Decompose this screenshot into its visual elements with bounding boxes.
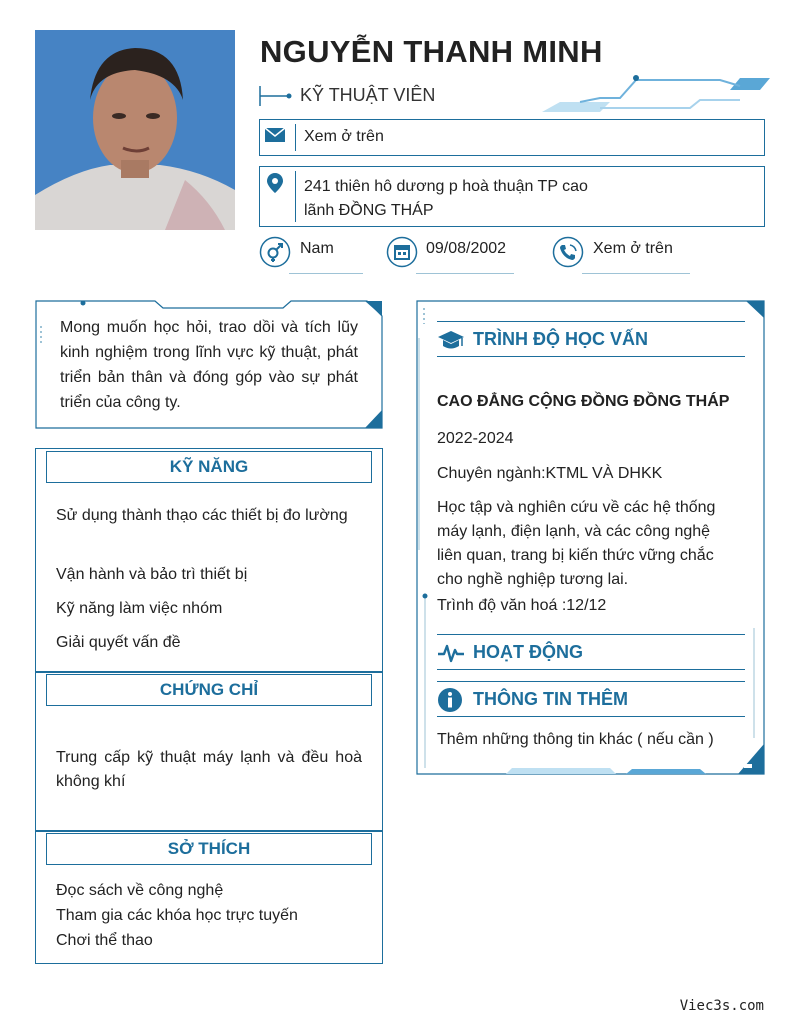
skill-item: Vận hành và bảo trì thiết bị	[56, 566, 248, 583]
career-objective: Mong muốn học hỏi, trao dồi và tích lũy kinh nghiệm trong lĩnh vực kỹ thuật, phát triển bản thân và đóng góp vào sự phát triển của công ty.	[60, 319, 358, 411]
education-description: Học tập và nghiên cứu về các hệ thống máy lạnh, điện lạnh, và các công nghệ liên quan, trang bị kiến thức vững chắc cho nghề nghiệp tương lai.	[437, 499, 716, 588]
phone-underline	[582, 273, 690, 274]
gender-icon	[259, 236, 291, 268]
hobby-item: Đọc sách về công nghệ	[56, 882, 224, 899]
skill-item: Sử dụng thành thạo các thiết bị đo lường	[56, 507, 348, 524]
gender-underline	[289, 273, 363, 274]
hobbies-heading: SỞ THÍCH	[46, 833, 372, 865]
location-icon	[266, 172, 284, 194]
email-value[interactable]: Xem ở trên	[304, 128, 384, 145]
birthdate-underline	[416, 273, 514, 274]
phone-icon	[552, 236, 584, 268]
hobby-item: Chơi thể thao	[56, 932, 153, 949]
email-divider	[295, 124, 296, 151]
activities-heading: HOẠT ĐỘNG	[473, 642, 583, 662]
certificates-heading: CHỨNG CHỈ	[46, 674, 372, 706]
hobby-item: Tham gia các khóa học trực tuyến	[56, 907, 298, 924]
info-icon	[437, 687, 463, 713]
education-heading-bar	[437, 321, 745, 357]
job-title: KỸ THUẬT VIÊN	[300, 85, 436, 105]
pulse-icon	[437, 642, 465, 664]
address-line-2: lãnh ĐỒNG THÁP	[304, 202, 434, 219]
skills-heading: KỸ NĂNG	[46, 451, 372, 483]
address-divider	[295, 171, 296, 222]
calendar-icon	[386, 236, 418, 268]
gender-value: Nam	[300, 240, 334, 257]
footer-brand: Viec3s.com	[679, 998, 764, 1014]
profile-photo	[35, 30, 235, 230]
major: Chuyên ngành:KTML VÀ DHKK	[437, 465, 663, 482]
school-name: CAO ĐẲNG CỘNG ĐỒNG ĐỒNG THÁP	[437, 393, 730, 410]
extra-info-text: Thêm những thông tin khác ( nếu cần )	[437, 731, 714, 748]
education-heading: TRÌNH ĐỘ HỌC VẤN	[473, 329, 648, 349]
header-circuit-decoration	[540, 72, 772, 114]
skill-item: Kỹ năng làm việc nhóm	[56, 600, 223, 617]
study-years: 2022-2024	[437, 430, 514, 447]
title-line-decoration	[259, 85, 293, 107]
culture-level: Trình độ văn hoá :12/12	[437, 597, 607, 614]
certificate-item: Trung cấp kỹ thuật máy lạnh và đều hoà không khí	[56, 749, 362, 790]
mail-icon	[264, 126, 286, 144]
address-value	[304, 175, 588, 223]
phone-value[interactable]: Xem ở trên	[593, 240, 673, 257]
birthdate-value: 09/08/2002	[426, 240, 507, 257]
skill-item: Giải quyết vấn đề	[56, 634, 181, 651]
graduation-cap-icon	[437, 328, 465, 352]
extra-heading-bar	[437, 681, 745, 717]
person-portrait	[35, 30, 235, 230]
activities-heading-bar	[437, 634, 745, 670]
address-line-1: 241 thiên hô dương p hoà thuận TP cao	[304, 178, 588, 195]
extra-heading: THÔNG TIN THÊM	[473, 689, 628, 709]
candidate-name: NGUYỄN THANH MINH	[260, 34, 603, 69]
